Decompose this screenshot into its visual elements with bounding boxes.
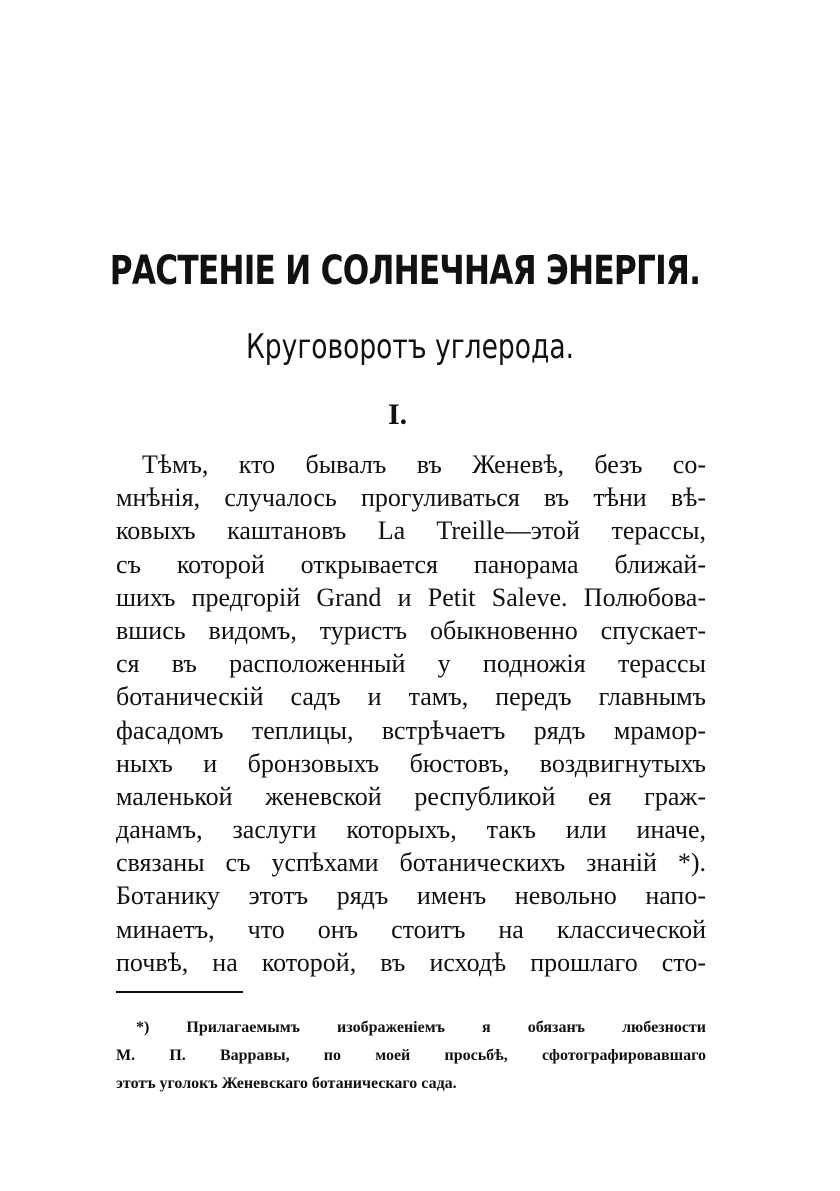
footnote-line: *) Прилагаемымъ изображеніемъ я обязанъ любезности [136,1019,706,1036]
footnote-line: М. П. Варравы, по моей просьбѣ, сфотографировавшаго [116,1047,706,1064]
text-line: связаны съ успѣхами ботаническихъ знаній *). [116,848,706,878]
body-paragraph [116,448,706,979]
text-line: маленькой женевской республикой ея граж- [116,781,706,811]
text-line: почвѣ, на которой, въ исходѣ прошлаго сто- [116,947,706,977]
text-line: ся въ расположенный у подножія терассы [116,649,706,679]
footnote [116,1014,706,1098]
section-number: I. [388,398,408,431]
text-line: ковыхъ каштановъ La Treille—этой терассы, [116,516,706,546]
text-line: Тѣмъ, кто бывалъ въ Женевѣ, безъ со- [142,450,706,479]
chapter-title: РАСТЕНІЕ И СОЛНЕЧНАЯ ЭНЕРГІЯ. [109,248,701,294]
text-line: минаетъ, что онъ стоитъ на классической [116,914,706,944]
footnote-divider [116,991,243,993]
chapter-subtitle: Круговоротъ углерода. [245,327,575,367]
footnote-line: этотъ уголокъ Женевскаго ботаническаго сада. [116,1075,457,1092]
text-line: вшись видомъ, туристъ обыкновенно спускает- [116,615,706,645]
text-line: ботаническій садъ и тамъ, передъ главнымъ [116,682,706,712]
text-line: шихъ предгорій Grand и Petit Saleve. Полюбова- [116,582,706,612]
text-line: ныхъ и бронзовыхъ бюстовъ, воздвигнутыхъ [116,748,706,778]
text-line: данамъ, заслуги которыхъ, такъ или иначе, [116,815,706,845]
text-line: Ботанику этотъ рядъ именъ невольно напо- [116,881,706,911]
text-line: мнѣнія, случалось прогуливаться въ тѣни вѣ- [116,483,706,513]
text-line: фасадомъ теплицы, встрѣчаетъ рядъ мрамор- [116,715,706,745]
text-line: съ которой открывается панорама ближай- [116,549,706,579]
